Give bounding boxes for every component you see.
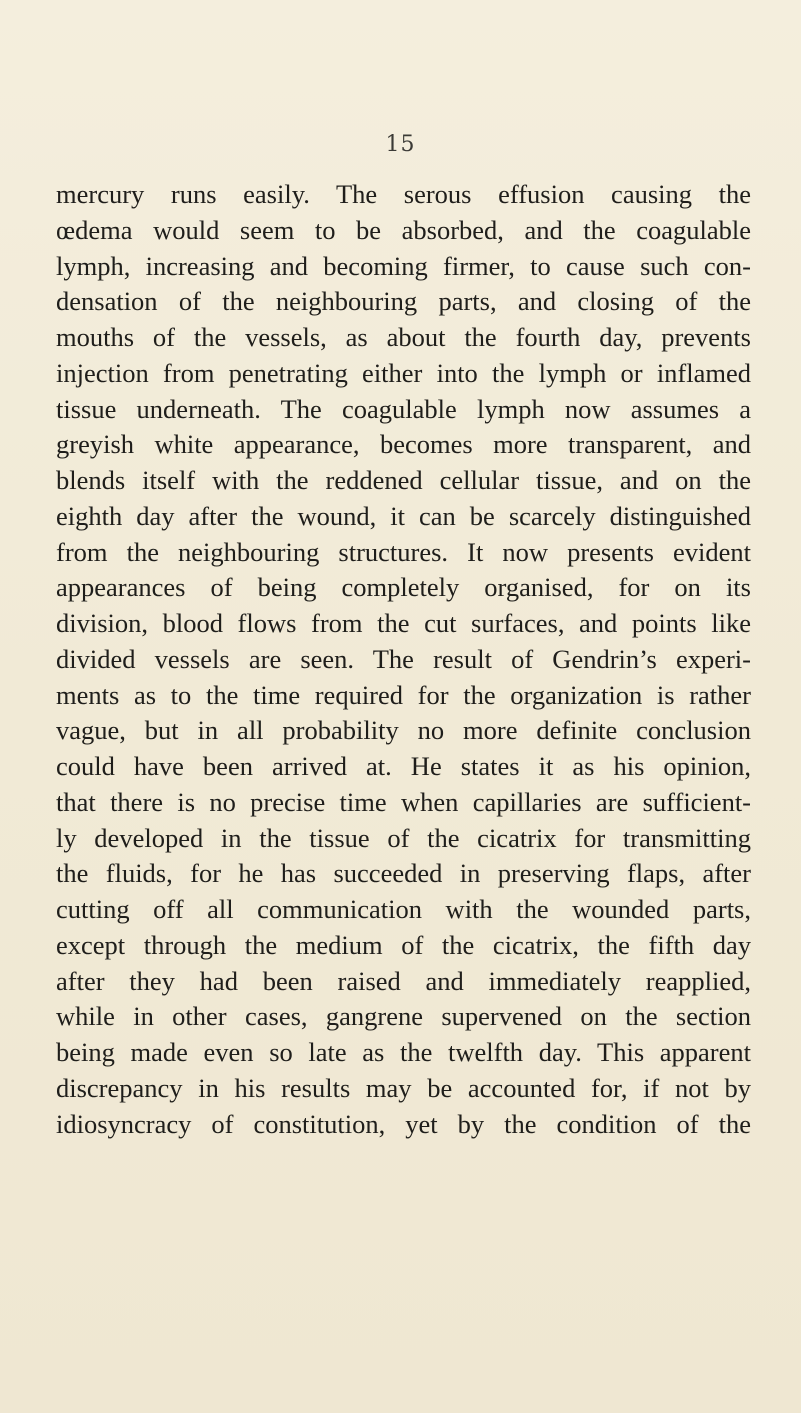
- text-line: appearances of being completely organised, for on its: [56, 572, 751, 603]
- text-line: injection from penetrating either into the lymph or inflamed: [56, 357, 751, 388]
- text-line: that there is no precise time when capillaries are sufficient-: [56, 786, 751, 817]
- text-line: vague, but in all probability no more definite conclusion: [56, 715, 751, 746]
- text-line: being made even so late as the twelfth day. This apparent: [56, 1037, 751, 1067]
- text-line: tissue underneath. The coagulable lymph now assumes a: [56, 393, 751, 424]
- text-line: except through the medium of the cicatrix, the fifth day: [56, 929, 751, 960]
- text-line: lymph, increasing and becoming firmer, to cause such con-: [56, 250, 751, 281]
- text-line: after they had been raised and immediately reapplied,: [56, 965, 751, 996]
- text-line: from the neighbouring structures. It now presents evident: [56, 536, 751, 567]
- text-line: idiosyncracy of constitution, yet by the condition of the: [56, 1108, 751, 1139]
- text-line: cutting off all communication with the wounded parts,: [56, 894, 751, 924]
- text-line: divided vessels are seen. The result of Gendrin’s experi-: [56, 643, 751, 674]
- text-line: greyish white appearance, becomes more transparent, and: [56, 429, 751, 460]
- page-number: 15: [385, 132, 416, 157]
- text-line: division, blood flows from the cut surfaces, and points like: [56, 608, 751, 638]
- text-line: eighth day after the wound, it can be scarcely distinguished: [56, 500, 751, 531]
- text-line: densation of the neighbouring parts, and closing of the: [56, 286, 751, 317]
- text-line: ments as to the time required for the organization is rather: [56, 679, 751, 710]
- body-text: [56, 177, 751, 1142]
- text-line: mercury runs easily. The serous effusion causing the: [56, 179, 751, 209]
- text-line: the fluids, for he has succeeded in preserving flaps, after: [56, 858, 751, 889]
- text-line: while in other cases, gangrene supervened on the section: [56, 1001, 751, 1032]
- text-line: could have been arrived at. He states it as his opinion,: [56, 751, 751, 781]
- text-line: blends itself with the reddened cellular tissue, and on the: [56, 465, 751, 495]
- text-line: œdema would seem to be absorbed, and the coagulable: [56, 214, 751, 245]
- text-line: discrepancy in his results may be accounted for, if not by: [56, 1072, 751, 1103]
- text-line: mouths of the vessels, as about the fourth day, prevents: [56, 322, 751, 352]
- text-line: ly developed in the tissue of the cicatrix for transmitting: [56, 822, 751, 853]
